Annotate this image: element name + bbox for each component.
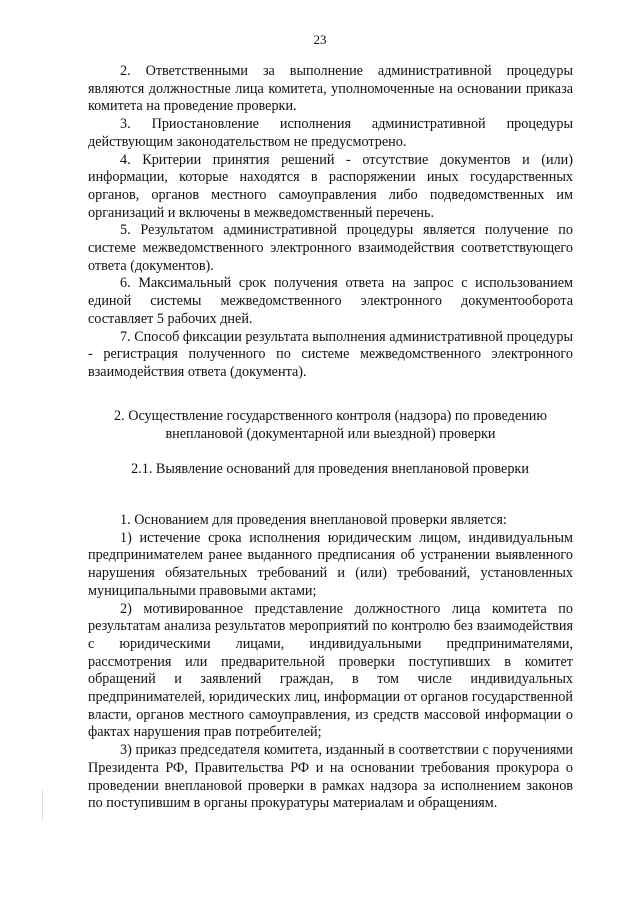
paragraph-ground-3: 3) приказ председателя комитета, изданный в соответствии с поручениями Президента РФ, Правительства РФ и на основании требования прокурора о проведении внеплановой проверки в рамках надзора за исполнением законов по поступившим в органы прокуратуры материалам и обращениям. — [88, 742, 573, 812]
paragraph-responsible: 2. Ответственными за выполнение административной процедуры являются должностные лица комитета, уполномоченные на основании приказа комитета на проведение проверки. — [88, 63, 573, 115]
procedure-paragraphs — [88, 63, 573, 382]
paragraph-max-term: 6. Максимальный срок получения ответа на запрос с использованием единой системы межведомственного электронного документооборота составляет 5 рабочих дней. — [88, 275, 573, 327]
paragraph-ground-1: 1) истечение срока исполнения юридическим лицом, индивидуальным предпринимателем ранее выданного предписания об устранении выявленного нарушения обязательных требований и (или) требований, установленных муниципальными правовыми актами; — [88, 529, 573, 599]
page-number: 23 — [313, 32, 327, 47]
paragraph-criteria: 4. Критерии принятия решений - отсутствие документов и (или) информации, которые находятся в распоряжении иных государственных органов, органов местного самоуправления либо подведомственных им организаций и включены в межведомственный перечень. — [88, 151, 573, 221]
paragraph-suspension: 3. Приостановление исполнения административной процедуры действующим законодательством не предусмотрено. — [88, 116, 573, 150]
grounds-paragraphs — [88, 512, 573, 813]
paragraph-result: 5. Результатом административной процедуры является получение по системе межведомственного электронного взаимодействия соответствующего ответа (документов). — [88, 222, 573, 274]
margin-mark — [42, 790, 43, 820]
section-heading: 2. Осуществление государственного контроля (надзора) по проведению внеплановой (документарной или выездной) проверки — [114, 408, 547, 442]
paragraph-fixation: 7. Способ фиксации результата выполнения административной процедуры - регистрация полученного по системе межведомственного электронного взаимодействия ответа (документа). — [88, 328, 573, 380]
paragraph-grounds-intro: 1. Основанием для проведения внеплановой проверки является: — [120, 512, 507, 528]
paragraph-ground-2: 2) мотивированное представление должностного лица комитета по результатам анализа результатов мероприятий по контролю без взаимодействия с юридическими лицами, индивидуальными предпринимателями, рассмотрения или предварительной проверки поступивших в комитет обращений и заявлений граждан, в том числе индивидуальных предпринимателей, юридических лиц, информации от органов государственной власти, органов местного самоуправления, из средств массовой информации о фактах нарушения прав потребителей; — [88, 600, 573, 741]
subsection-heading: 2.1. Выявление оснований для проведения внеплановой проверки — [131, 461, 529, 477]
